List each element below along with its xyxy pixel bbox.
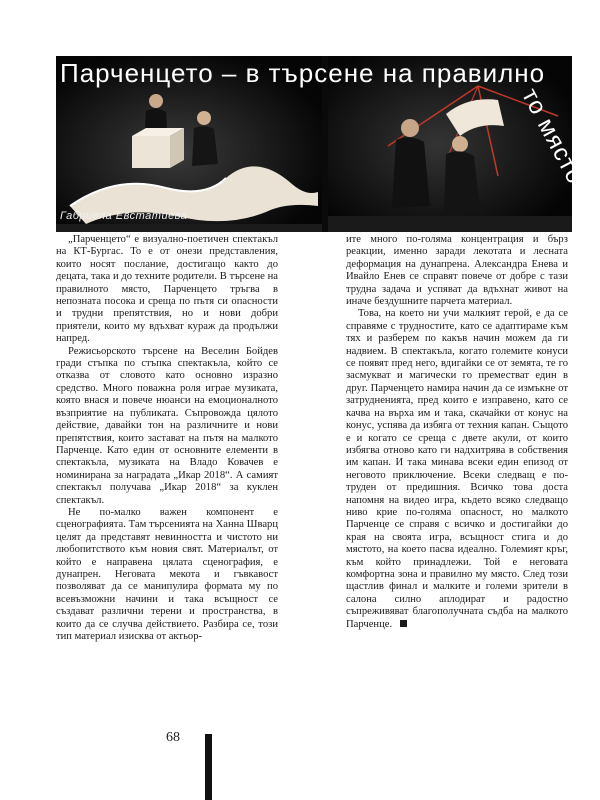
paragraph-text: Това, на което ни учи малкият герой, е да се справяме с трудностите, като се адаптираме към тях и разберем по какъв начин можем да ги надвием. В спектакъла, когато големите конуси се появят пред него, вдигайки се от земята, те го засмукват и магически го преместват един в друг. Парченцето намира начин да се измъкне от затрудненията, пред които е изправено, като се качва на върха им и така, скачайки от конус на конус, успява да избяга от техния капан. Същото е и когато се среща с двете акули, от които избягва отново като ги надхитрява в собствения им капан. И така минава всеки един епизод от неговото приключение. Всеки следващ е по-труден от предишния. Всичко това доста напомня на видео игра, където всяко следващо ниво крие по-голяма опасност, но малкото Парченце се справя с всичко и достигайки до края на своята игра, всъщност стига и до мястото, на което пасва идеално. Големият кръг, към който принадлежи. Той е неговата комфортна зона и правилно му място. След този щастлив финал и малките и големи зрители в салона силно аплодират и радостно съпреживяват благополучната съдба на малкото Парченце.	[346, 308, 568, 630]
paragraph: „Парченцето“ е визуално-поетичен спектакъл на КТ-Бургас. То е от онези представления, които носят послание, достигащо както до децата, така и до техните родители. В търсене на правилното място, Парченцето тръгва в непозната посока и среща по пътя си опасности и трудни препятствия, но и нови добри приятели, които му вдъхват кураж да продължи напред.	[56, 234, 278, 345]
article-title-tail: то място	[516, 84, 589, 189]
paragraph: ите много по-голяма концентрация и бърз реакции, именно заради лекотата и лесната деформация на дунапрена. Александра Енева и Ивайло Енев се справят повече от добре с тази трудна задача и успяват да вдъхнат живот на иначе бездушните парчета материал.	[346, 234, 568, 308]
paragraph: Не по-малко важен компонент е сценографията. Там търсенията на Ханна Шварц целят да представят невинността и чистото ни любопитството към новия свят. Материалът, от който е направена цялата сценография, е дунапрен. Неговата мекота и гъвкавост позволяват да се манипулира формата му по всевъзможни начини и така всъщност се създават различни терени и пространства, в които да се случва действието. Разбира се, този тип материал изисква от актьор-	[56, 506, 278, 642]
article-column-left	[56, 234, 278, 643]
header-banner	[56, 56, 589, 232]
photo-credit: Габриела Евстатиева	[60, 210, 188, 222]
end-of-article-mark	[400, 620, 407, 627]
bottom-rule	[205, 734, 212, 800]
article-column-right	[346, 234, 568, 631]
page-number: 68	[166, 730, 180, 745]
paragraph: Режисьорското търсене на Веселин Бойдев гради стъпка по стъпка спектакъла, който се отказва от словото като основно изразно средство. Много поважна роля играе музиката, която внася и повече нюанси на емоционалното възприятие на публиката. Съпровожда цялото действие, давайки тон на различните и нови препятствия, които застават на пътя на малкото Парченце. Като един от основните елементи в спектакъла, музиката на Владо Ковачев е номинирана за наградата „Икар 2018“. А самият спектакъл получава „Икар 2018“ за куклен спектакъл.	[56, 345, 278, 506]
paragraph-final	[346, 308, 568, 631]
article-title: Парченцето – в търсене на правилно	[60, 58, 546, 88]
